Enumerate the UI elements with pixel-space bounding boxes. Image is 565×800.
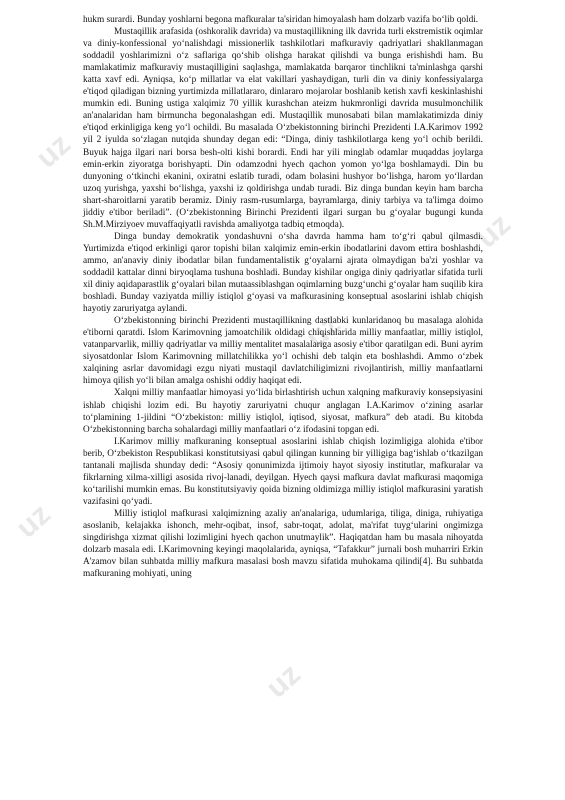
paragraph: O‘zbekistonning birinchi Prezidenti mustaqillikning dastlabki kunlaridanoq bu masalaga alohida e'tiborni qaratdi. Islom Karimovning jamoatchilik oldidagi chiqishlarida milliy manfaatlar, milliy istiqlol, vatanparvarlik, milliy qadriyatlar va milliy mentalitet masalalariga asosiy e'tibor qaratilgan edi. Buni ayrim siyosatdonlar Islom Karimovning millatchilikka yo‘l ochishi deb talqin eta boshlashdi. Ammo o‘zbek xalqining asrlar davomidagi ezgu niyati mustaqil davlatchiligimizni rivojlantirish, milliy manfaatlarni himoya qilish yo‘li bilan amalga oshishi oddiy haqiqat edi. [83,316,483,387]
watermark: uz [470,207,517,255]
watermark: uz [30,127,77,175]
watermark: uz [10,497,57,545]
paragraph: Xalqni milliy manfaatlar himoyasi yo‘lida birlashtirish uchun xalqning mafkuraviy konsepsiyasini ishlab chiqishi lozim edi. Bu hayotiy zaruriyatni chuqur anglagan I.A.Karimov o‘zining asarlar to‘plamining 1-jildini “O‘zbekiston: milliy istiqlol, iqtisod, siyosat, mafkura” deb atadi. Bu kitobda O‘zbekistonning barcha sohalardagi milliy manfaatlari o‘z ifodasini topgan edi. [83,388,483,435]
paragraph: Milliy istiqlol mafkurasi xalqimizning azaliy an'analariga, udumlariga, tiliga, diniga, ruhiyatiga asoslanib, kelajakka ishonch, mehr-oqibat, insof, sabr-toqat, adolat, ma'rifat tuyg‘ularini ongimizga singdirishga xizmat qilishi lozimligini hyech qachon unutmaylik”. Haqiqatdan ham bu masala nihoyatda dolzarb masala edi. I.Karimovning keyingi maqolalarida, ayniqsa, “Tafakkur” jurnali bosh muharriri Erkin A'zamov bilan suhbatda milliy mafkura masalasi bosh mavzu sifatida muhokama qilindi[4]. Bu suhbatda mafkuraning mohiyati, uning [83,508,483,580]
paragraph: Dinga bunday demokratik yondashuvni o‘sha davrda hamma ham to‘g‘ri qabul qilmasdi. Yurtimizda e'tiqod erkinligi qaror topishi bilan xalqimiz emin-erkin ibodatlarini davom ettira boshlashdi, ammo, an'anaviy diniy ibodatlar bilan fundamentalistik g‘oyalarni ajrata olmaydigan ba'zi yoshlar va soddadil kattalar dinni biryoqlama tushuna boshladi. Bunday kishilar ongiga diniy qadriyatlar sifatida turli xil diniy aqidaparastlik g‘oyalari bilan mutaassiblashgan oqimlarning buzg‘unchi g‘oyalar ham suqilib kira boshladi. Bunday vaziyatda milliy istiqlol g‘oyasi va mafkurasining konseptual asoslarini ishlab chiqish hayotiy zaruriyatga aylandi. [83,231,483,315]
watermark: uz [260,657,307,705]
watermark: uz [300,307,347,355]
document-body [83,14,483,580]
paragraph: Mustaqillik arafasida (oshkoralik davrida) va mustaqillikning ilk davrida turli ekstremistik oqimlar va diniy-konfessional yo‘nalishdagi missionerlik tashkilotlari mafkuraviy qadriyatlari shakllanmagan soddadil yoshlarimizni o‘z saflariga qo‘shib olishga harakat qilishdi va bunga erishishdi ham. Bu mamlakatimiz mafkuraviy mustaqilligini saqlashga, mamlakatda barqaror tinchlikni ta'minlashga qarshi katta xavf edi. Ayniqsa, ko‘p millatlar va elat vakillari yashaydigan, turli din va diniy konfessiyalarga e'tiqod qiladigan bizning yurtimizda millatlararo, dinlararo mojarolar boshlanib ketish xavfi keskinlashishi mumkin edi. Buning ustiga xalqimiz 70 yillik kurashchan ateizm hukmronligi davrida musulmonchilik an'analaridan ham birmuncha begonalashgan edi. Mustaqillik munosabati bilan mamlakatimizda diniy e'tiqod erkinligiga keng yo‘l ochildi. Bu masalada O‘zbekistonning birinchi Prezidenti I.A.Karimov 1992 yil 2 iyulda so‘zlagan nutqida shunday degan edi: “Dinga, diniy tashkilotlarga keng yo‘l ochib berildi. Buyuk hajga ilgari nari borsa besh-olti kishi borardi. Endi har yili minglab odamlar muqaddas joylarga emin-erkin ziyoratga borishyapti. Din odamzodni hyech qachon yomon yo‘lga boshlamaydi. Din bu dunyoning o‘tkinchi ekanini, oxiratni eslatib turadi, odam bolasini hushyor bo‘lishga, harom yo‘llardan uzoq yurishga, yaxshi bo‘lishga, yaxshi iz qoldirishga undab turadi. Biz dinga bundan keyin ham barcha shart-sharoitlarni yaratib beramiz. Diniy rasm-rusumlarga, bayramlarga, diniy tarbiya va ta'limga doimo jiddiy e'tibor beriladi”. (O‘zbekistonning Birinchi Prezidenti ilgari surgan bu g‘oyalar bugungi kunda Sh.M.Mirziyoev muvaffaqiyatli ravishda amaliyotga tadbiq etmoqda). [83,27,483,230]
paragraph: hukm surardi. Bunday yoshlarni begona mafkuralar ta'siridan himoyalash ham dolzarb vazifa bo‘lib qoldi. [83,15,479,25]
paragraph: I.Karimov milliy mafkuraning konseptual asoslarini ishlab chiqish lozimligiga alohida e'tibor berib, O‘zbekiston Respublikasi konstitutsiyasi qabul qilingan kunning bir yilligiga bag‘ishlab o‘tkazilgan tantanali majlisda shunday dedi: “Asosiy qonunimizda ijtimoiy hayot siyosiy institutlar, mafkuralar va fikrlarning xilma-xilligi asosida rivoj-lanadi, deyilgan. Hyech qaysi mafkura davlat mafkurasi maqomiga ko‘tarilishi mumkin emas. Bu konstitutsiyaviy qoida bizning oldimizga milliy istiqlol mafkurasini yaratish vazifasini qo‘yadi. [83,436,483,507]
